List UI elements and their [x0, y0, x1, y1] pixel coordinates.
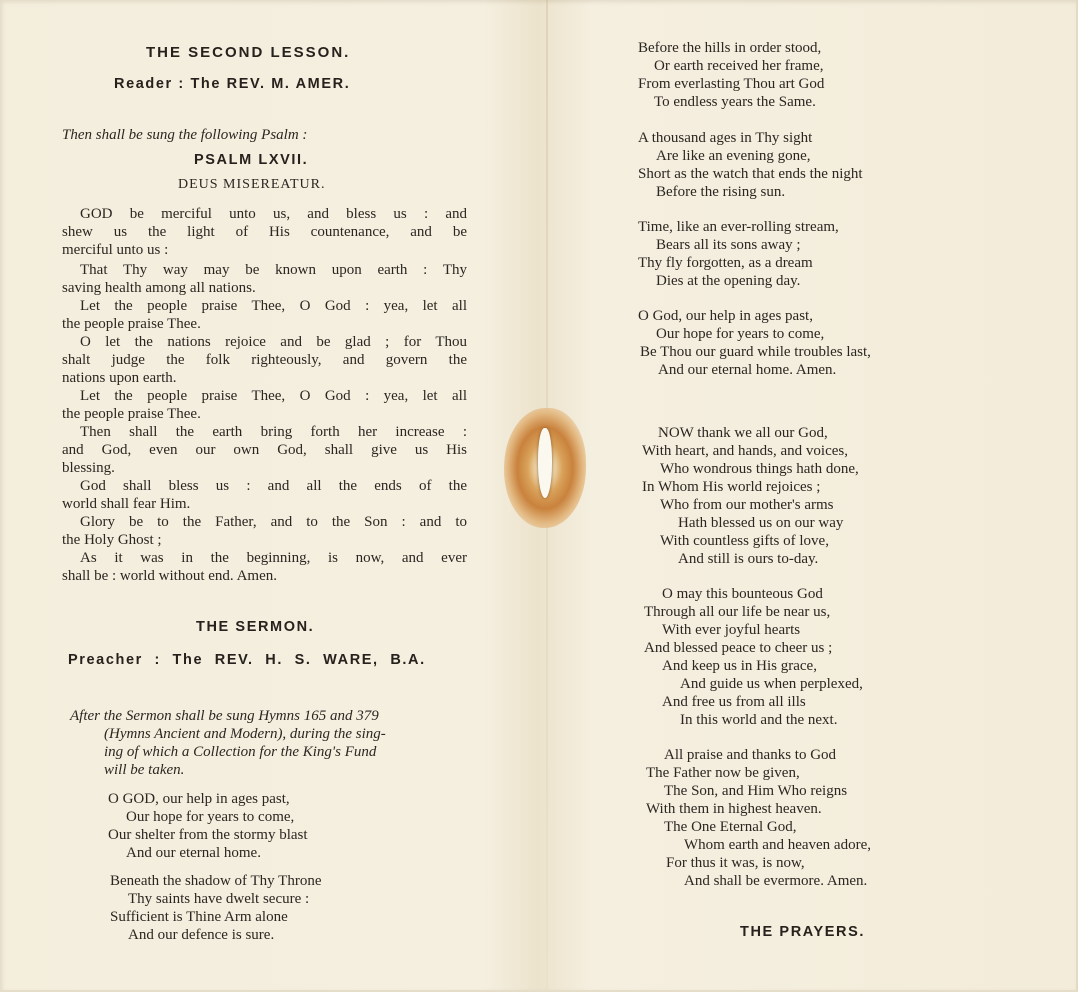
sermon-note-line: will be taken. — [104, 762, 185, 778]
hymn-line: Or earth received her frame, — [654, 58, 824, 74]
psalm-line: merciful unto us : — [62, 242, 169, 258]
psalm-line: shall be : world without end. Amen. — [62, 568, 277, 584]
hymn-line: And our eternal home. Amen. — [658, 362, 837, 378]
hymn-line: And our defence is sure. — [128, 927, 275, 943]
psalm-title: PSALM LXVII. — [194, 152, 309, 168]
hymn-line: Are like an evening gone, — [656, 148, 811, 164]
hymn-line: All praise and thanks to God — [664, 747, 837, 763]
hymn-line: Beneath the shadow of Thy Throne — [110, 873, 322, 889]
hymn-line: Our shelter from the stormy blast — [108, 827, 308, 843]
hymn-line: For thus it was, is now, — [666, 855, 805, 871]
burn-hole — [538, 428, 552, 498]
sermon-note-line: ing of which a Collection for the King's Fund — [104, 744, 377, 760]
psalm-line: As it was in the beginning, is now, and ever — [80, 550, 467, 566]
hymn-line: A thousand ages in Thy sight — [638, 130, 813, 146]
hymn-line: Before the rising sun. — [656, 184, 786, 200]
psalm-line: nations upon earth. — [62, 370, 177, 386]
hymn-line: The Son, and Him Who reigns — [664, 783, 848, 799]
psalm-line: Let the people praise Thee, O God : yea, let all — [80, 388, 467, 404]
hymn-line: With ever joyful hearts — [662, 622, 801, 638]
psalm-line: world shall fear Him. — [62, 496, 191, 512]
sermon-note-line: (Hymns Ancient and Modern), during the sing- — [104, 726, 386, 742]
psalm-line: blessing. — [62, 460, 115, 476]
psalm-line: the people praise Thee. — [62, 406, 201, 422]
hymn-line: Through all our life be near us, — [644, 604, 831, 620]
hymn-line: And free us from all ills — [662, 694, 806, 710]
hymn-line: The Father now be given, — [646, 765, 800, 781]
hymn-line: And guide us when perplexed, — [680, 676, 863, 692]
sermon-title: THE SERMON. — [196, 619, 315, 635]
psalm-line: and God, even our own God, shall give us His — [62, 442, 467, 458]
hymn-line: From everlasting Thou art God — [638, 76, 825, 92]
psalm-line: saving health among all nations. — [62, 280, 256, 296]
hymn-line: In Whom His world rejoices ; — [642, 479, 821, 495]
lesson-reader: Reader : The REV. M. AMER. — [114, 76, 351, 92]
hymn-line: Hath blessed us on our way — [678, 515, 844, 531]
hymn-line: With heart, and hands, and voices, — [642, 443, 849, 459]
hymn-line: Bears all its sons away ; — [656, 237, 801, 253]
psalm-line: GOD be merciful unto us, and bless us : and — [80, 206, 467, 222]
hymn-line: Time, like an ever-rolling stream, — [638, 219, 839, 235]
hymn-line: To endless years the Same. — [654, 94, 816, 110]
hymn-line: O may this bounteous God — [662, 586, 823, 602]
hymn-line: Whom earth and heaven adore, — [684, 837, 871, 853]
psalm-line: the people praise Thee. — [62, 316, 201, 332]
psalm-line: shew us the light of His countenance, and be — [62, 224, 467, 240]
hymn-line: Our hope for years to come, — [656, 326, 825, 342]
sermon-preacher: Preacher : The REV. H. S. WARE, B.A. — [68, 652, 426, 668]
hymn-line: Be Thou our guard while troubles last, — [640, 344, 871, 360]
hymn-line: Thy saints have dwelt secure : — [128, 891, 310, 907]
sermon-note-line: After the Sermon shall be sung Hymns 165 and 379 — [70, 708, 379, 724]
psalm-line: Let the people praise Thee, O God : yea, let all — [80, 298, 467, 314]
hymn-line: And still is ours to-day. — [678, 551, 819, 567]
hymn-line: And shall be evermore. Amen. — [684, 873, 868, 889]
lesson-title: THE SECOND LESSON. — [146, 44, 351, 61]
hymn-line: With them in highest heaven. — [646, 801, 822, 817]
hymn-line: And keep us in His grace, — [662, 658, 817, 674]
psalm-line: Glory be to the Father, and to the Son : and to — [80, 514, 467, 530]
hymn-line: In this world and the next. — [680, 712, 838, 728]
hymn-line: O GOD, our help in ages past, — [108, 791, 290, 807]
psalm-line: Then shall the earth bring forth her increase : — [80, 424, 467, 440]
hymn-line: And blessed peace to cheer us ; — [644, 640, 833, 656]
hymn-line: With countless gifts of love, — [660, 533, 829, 549]
hymn-line: Who wondrous things hath done, — [660, 461, 859, 477]
psalm-subtitle: DEUS MISEREATUR. — [178, 177, 326, 192]
hymn-line: NOW thank we all our God, — [658, 425, 828, 441]
hymn-line: O God, our help in ages past, — [638, 308, 813, 324]
psalm-line: O let the nations rejoice and be glad ; for Thou — [80, 334, 467, 350]
hymn-line: And our eternal home. — [126, 845, 261, 861]
psalm-line: God shall bless us : and all the ends of the — [80, 478, 467, 494]
psalm-line: the Holy Ghost ; — [62, 532, 162, 548]
hymn-line: Dies at the opening day. — [656, 273, 801, 289]
hymn-line: Short as the watch that ends the night — [638, 166, 863, 182]
hymn-line: Our hope for years to come, — [126, 809, 295, 825]
hymn-line: Who from our mother's arms — [660, 497, 834, 513]
hymn-line: Thy fly forgotten, as a dream — [638, 255, 813, 271]
hymn-line: Sufficient is Thine Arm alone — [110, 909, 288, 925]
psalm-intro: Then shall be sung the following Psalm : — [62, 127, 308, 143]
psalm-line: shalt judge the folk righteously, and govern the — [62, 352, 467, 368]
psalm-line: That Thy way may be known upon earth : Thy — [80, 262, 467, 278]
prayers-title: THE PRAYERS. — [740, 924, 866, 940]
hymn-line: The One Eternal God, — [664, 819, 797, 835]
hymn-line: Before the hills in order stood, — [638, 40, 822, 56]
burn-stain — [504, 408, 586, 528]
